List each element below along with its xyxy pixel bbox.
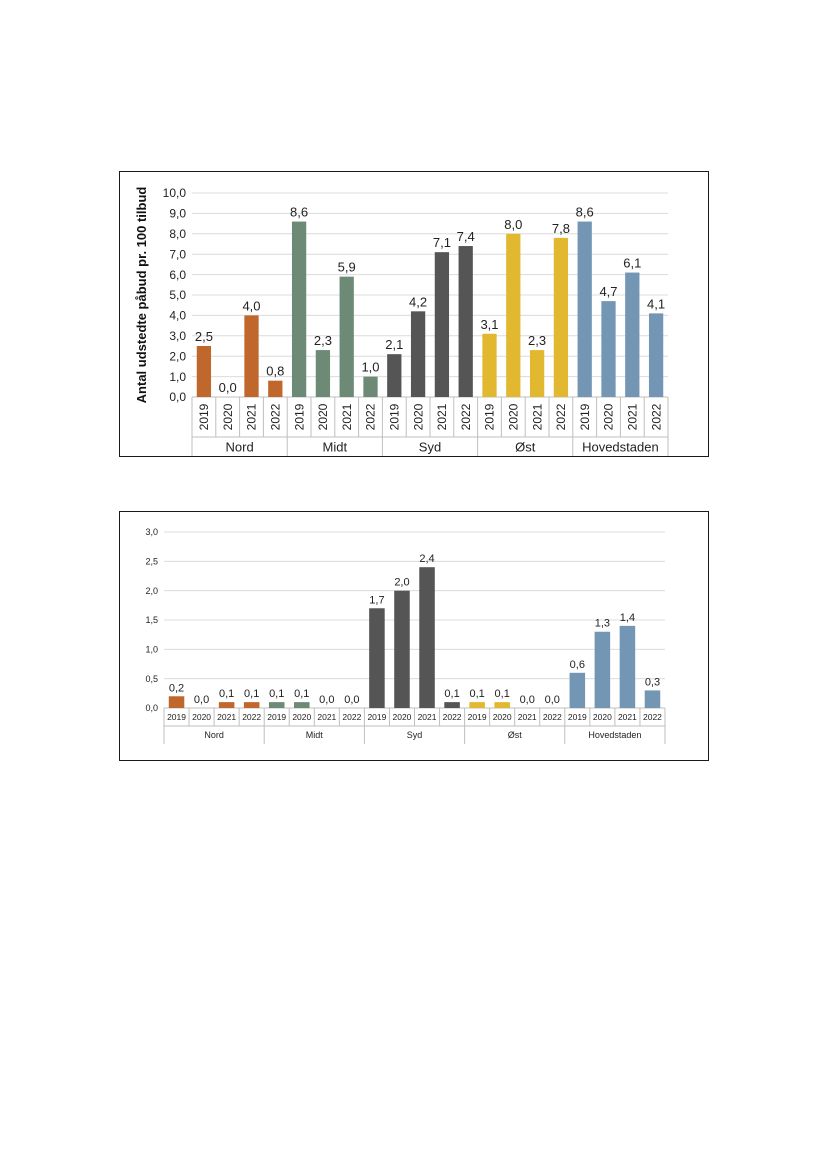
chart-2-bar — [244, 702, 260, 708]
chart-2-y-tick-label: 0,0 — [145, 703, 158, 714]
chart-2-data-label: 0,1 — [469, 688, 485, 701]
chart-2-y-tick-label: 0,5 — [145, 673, 158, 684]
chart-2-bar — [570, 673, 586, 708]
chart-2-x-tick-label: 2019 — [267, 711, 287, 722]
chart-2-x-tick-label: 2021 — [317, 711, 337, 722]
chart-2-data-label: 2,0 — [394, 576, 410, 589]
chart-2-data-label: 0,0 — [519, 694, 535, 706]
chart-1-bar — [316, 350, 330, 397]
chart-1-frame — [119, 171, 709, 457]
chart-2-bar — [620, 626, 636, 708]
chart-1-bar — [268, 381, 282, 397]
chart-2-data-label: 0,3 — [644, 676, 661, 689]
chart-1-bar — [435, 252, 449, 397]
chart-2-bar — [494, 702, 510, 708]
chart-1-bar — [387, 354, 401, 397]
chart-1-x-tick-label: 2020 — [220, 403, 235, 431]
chart-2-data-label: 1,7 — [369, 594, 385, 607]
chart-2-bar — [394, 591, 410, 708]
chart-1-y-tick-label: 3,0 — [169, 329, 186, 343]
chart-2-x-tick-label: 2020 — [592, 711, 612, 722]
chart-2-data-label: 0,0 — [193, 694, 210, 706]
chart-1-data-label: 4,2 — [409, 294, 428, 310]
chart-1-y-tick-label: 9,0 — [169, 206, 186, 221]
chart-1-data-label: 1,0 — [361, 359, 380, 375]
chart-1-data-label: 4,0 — [242, 298, 261, 314]
chart-1-bar — [506, 234, 520, 397]
chart-2-data-label: 0,0 — [544, 694, 560, 706]
chart-1-bar — [292, 222, 306, 397]
chart-2-group-label: Syd — [406, 730, 423, 741]
chart-1-y-tick-label: 4,0 — [169, 308, 186, 323]
chart-1-bar — [554, 238, 568, 397]
chart-1-bar — [244, 315, 258, 397]
chart-1-data-label: 4,1 — [647, 296, 666, 312]
chart-2-y-tick-label: 1,5 — [145, 615, 158, 626]
chart-2-data-label: 0,1 — [244, 688, 260, 701]
chart-2-bar — [169, 696, 185, 708]
chart-1-x-tick-label: 2022 — [649, 403, 664, 431]
chart-1-data-label: 7,1 — [432, 235, 451, 251]
chart-2-group-label: Nord — [204, 730, 224, 741]
chart-1-y-tick-label: 10,0 — [162, 186, 186, 201]
chart-2-plot — [120, 512, 708, 760]
chart-1-data-label: 4,7 — [599, 284, 618, 300]
chart-1-data-label: 2,3 — [528, 333, 547, 349]
chart-1-x-tick-label: 2019 — [482, 403, 497, 431]
chart-1-y-tick-label: 6,0 — [169, 267, 186, 282]
chart-1-data-label: 0,0 — [218, 380, 237, 395]
chart-2-x-tick-label: 2022 — [542, 711, 562, 722]
chart-1-bar — [363, 377, 377, 397]
chart-1-bar — [340, 277, 354, 397]
chart-1-x-tick-label: 2021 — [435, 403, 450, 431]
chart-1-bar — [411, 311, 425, 397]
chart-1-data-label: 0,8 — [266, 363, 285, 379]
chart-1-bar — [459, 246, 473, 397]
chart-2-x-tick-label: 2021 — [617, 711, 637, 722]
chart-2-data-label: 0,0 — [319, 694, 335, 706]
chart-1-data-label: 3,1 — [480, 316, 499, 332]
chart-1-group-label: Nord — [225, 439, 254, 455]
chart-1-x-tick-label: 2020 — [506, 403, 521, 431]
chart-1-x-tick-label: 2020 — [601, 403, 616, 431]
chart-2-group-label: Hovedstaden — [588, 730, 642, 741]
chart-2-y-tick-label: 3,0 — [145, 527, 158, 538]
chart-1-data-label: 5,9 — [337, 259, 356, 275]
chart-1-x-tick-label: 2020 — [411, 403, 426, 431]
chart-2-frame — [119, 511, 709, 761]
chart-2-x-tick-label: 2019 — [367, 711, 387, 722]
chart-2-y-tick-label: 2,0 — [145, 585, 158, 596]
chart-2-bar — [269, 702, 285, 708]
chart-2-bar — [219, 702, 235, 708]
chart-2-bar — [419, 567, 435, 708]
chart-2-x-tick-label: 2019 — [167, 711, 186, 722]
chart-1-y-tick-label: 5,0 — [169, 288, 186, 303]
chart-1-data-label: 2,3 — [313, 333, 332, 349]
chart-2-x-tick-label: 2022 — [242, 711, 262, 722]
chart-2-bar — [444, 702, 460, 708]
chart-1-data-label: 2,1 — [385, 337, 404, 353]
chart-1-data-label: 8,6 — [290, 204, 309, 220]
chart-2-bar — [595, 632, 611, 708]
chart-1-x-tick-label: 2022 — [554, 403, 569, 431]
chart-2-data-label: 0,1 — [218, 688, 235, 701]
chart-1-x-tick-label: 2022 — [458, 403, 473, 431]
chart-1-group-label: Midt — [322, 439, 348, 455]
chart-1-bar — [530, 350, 544, 397]
chart-2-data-label: 0,1 — [444, 688, 460, 701]
chart-1-x-tick-label: 2021 — [339, 403, 354, 431]
chart-1-data-label: 8,6 — [575, 204, 594, 220]
chart-1-group-label: Syd — [418, 439, 442, 455]
chart-2-data-label: 2,4 — [419, 553, 435, 566]
chart-2-data-label: 0,1 — [494, 688, 510, 701]
chart-2-data-label: 0,1 — [294, 688, 310, 701]
chart-1-x-tick-label: 2020 — [316, 403, 331, 431]
chart-1-x-tick-label: 2019 — [197, 403, 212, 431]
chart-1-data-label: 8,0 — [504, 216, 523, 232]
chart-1-bar — [482, 334, 496, 397]
chart-1-group-label: Hovedstaden — [582, 439, 659, 455]
chart-1-x-tick-label: 2022 — [268, 403, 283, 431]
chart-2-data-label: 0,1 — [269, 688, 285, 701]
chart-2-x-tick-label: 2022 — [442, 711, 462, 722]
chart-1-data-label: 6,1 — [623, 255, 642, 271]
chart-2-x-tick-label: 2020 — [492, 711, 512, 722]
chart-2-x-tick-label: 2020 — [392, 711, 412, 722]
chart-1-x-tick-label: 2019 — [577, 403, 592, 431]
chart-1-bar — [625, 273, 639, 397]
chart-1-y-tick-label: 8,0 — [169, 227, 186, 241]
chart-1-y-tick-label: 1,0 — [169, 369, 186, 384]
chart-1-x-tick-label: 2019 — [292, 403, 307, 431]
chart-2-x-tick-label: 2019 — [567, 711, 587, 722]
chart-1-bar — [649, 313, 663, 397]
chart-2-x-tick-label: 2020 — [192, 711, 212, 722]
chart-1-y-tick-label: 7,0 — [169, 247, 186, 262]
chart-2-x-tick-label: 2022 — [643, 711, 662, 722]
chart-2-data-label: 1,3 — [594, 617, 611, 630]
chart-1-plot — [120, 172, 708, 456]
chart-2-bar — [645, 690, 661, 708]
chart-1-x-tick-label: 2022 — [363, 403, 378, 431]
chart-1-y-tick-label: 0,0 — [169, 390, 186, 405]
chart-1-x-tick-label: 2021 — [244, 403, 259, 431]
chart-1-data-label: 7,4 — [456, 229, 475, 245]
chart-2-data-label: 0,0 — [344, 694, 360, 706]
chart-1-bar — [578, 222, 592, 397]
chart-2-bar — [469, 702, 485, 708]
chart-2-group-label: Øst — [507, 730, 522, 741]
chart-2-x-tick-label: 2021 — [517, 711, 537, 722]
chart-2-data-label: 0,6 — [569, 658, 585, 671]
chart-2-data-label: 1,4 — [619, 611, 636, 624]
chart-2-group-label: Midt — [305, 730, 323, 741]
chart-2-y-tick-label: 2,5 — [145, 556, 158, 567]
chart-1-y-axis-title: Antal udstedte påbud pr. 100 tilbud — [134, 186, 149, 404]
chart-1-data-label: 7,8 — [551, 220, 570, 236]
chart-1-x-tick-label: 2021 — [625, 403, 640, 431]
chart-1-group-label: Øst — [515, 439, 536, 455]
chart-1-x-tick-label: 2019 — [387, 403, 402, 431]
chart-2-data-label: 0,2 — [168, 682, 185, 695]
chart-1-bar — [197, 346, 211, 397]
chart-2-y-tick-label: 1,0 — [145, 644, 158, 655]
chart-2-x-tick-label: 2019 — [467, 711, 487, 722]
chart-2-x-tick-label: 2020 — [292, 711, 312, 722]
chart-2-bar — [294, 702, 310, 708]
chart-2-x-tick-label: 2021 — [217, 711, 237, 722]
chart-1-bar — [601, 301, 615, 397]
chart-2-x-tick-label: 2021 — [417, 711, 437, 722]
chart-2-bar — [369, 608, 385, 708]
chart-1-y-tick-label: 2,0 — [169, 349, 186, 364]
chart-1-x-tick-label: 2021 — [530, 403, 545, 431]
chart-1-data-label: 2,5 — [194, 329, 213, 344]
chart-2-x-tick-label: 2022 — [342, 711, 362, 722]
